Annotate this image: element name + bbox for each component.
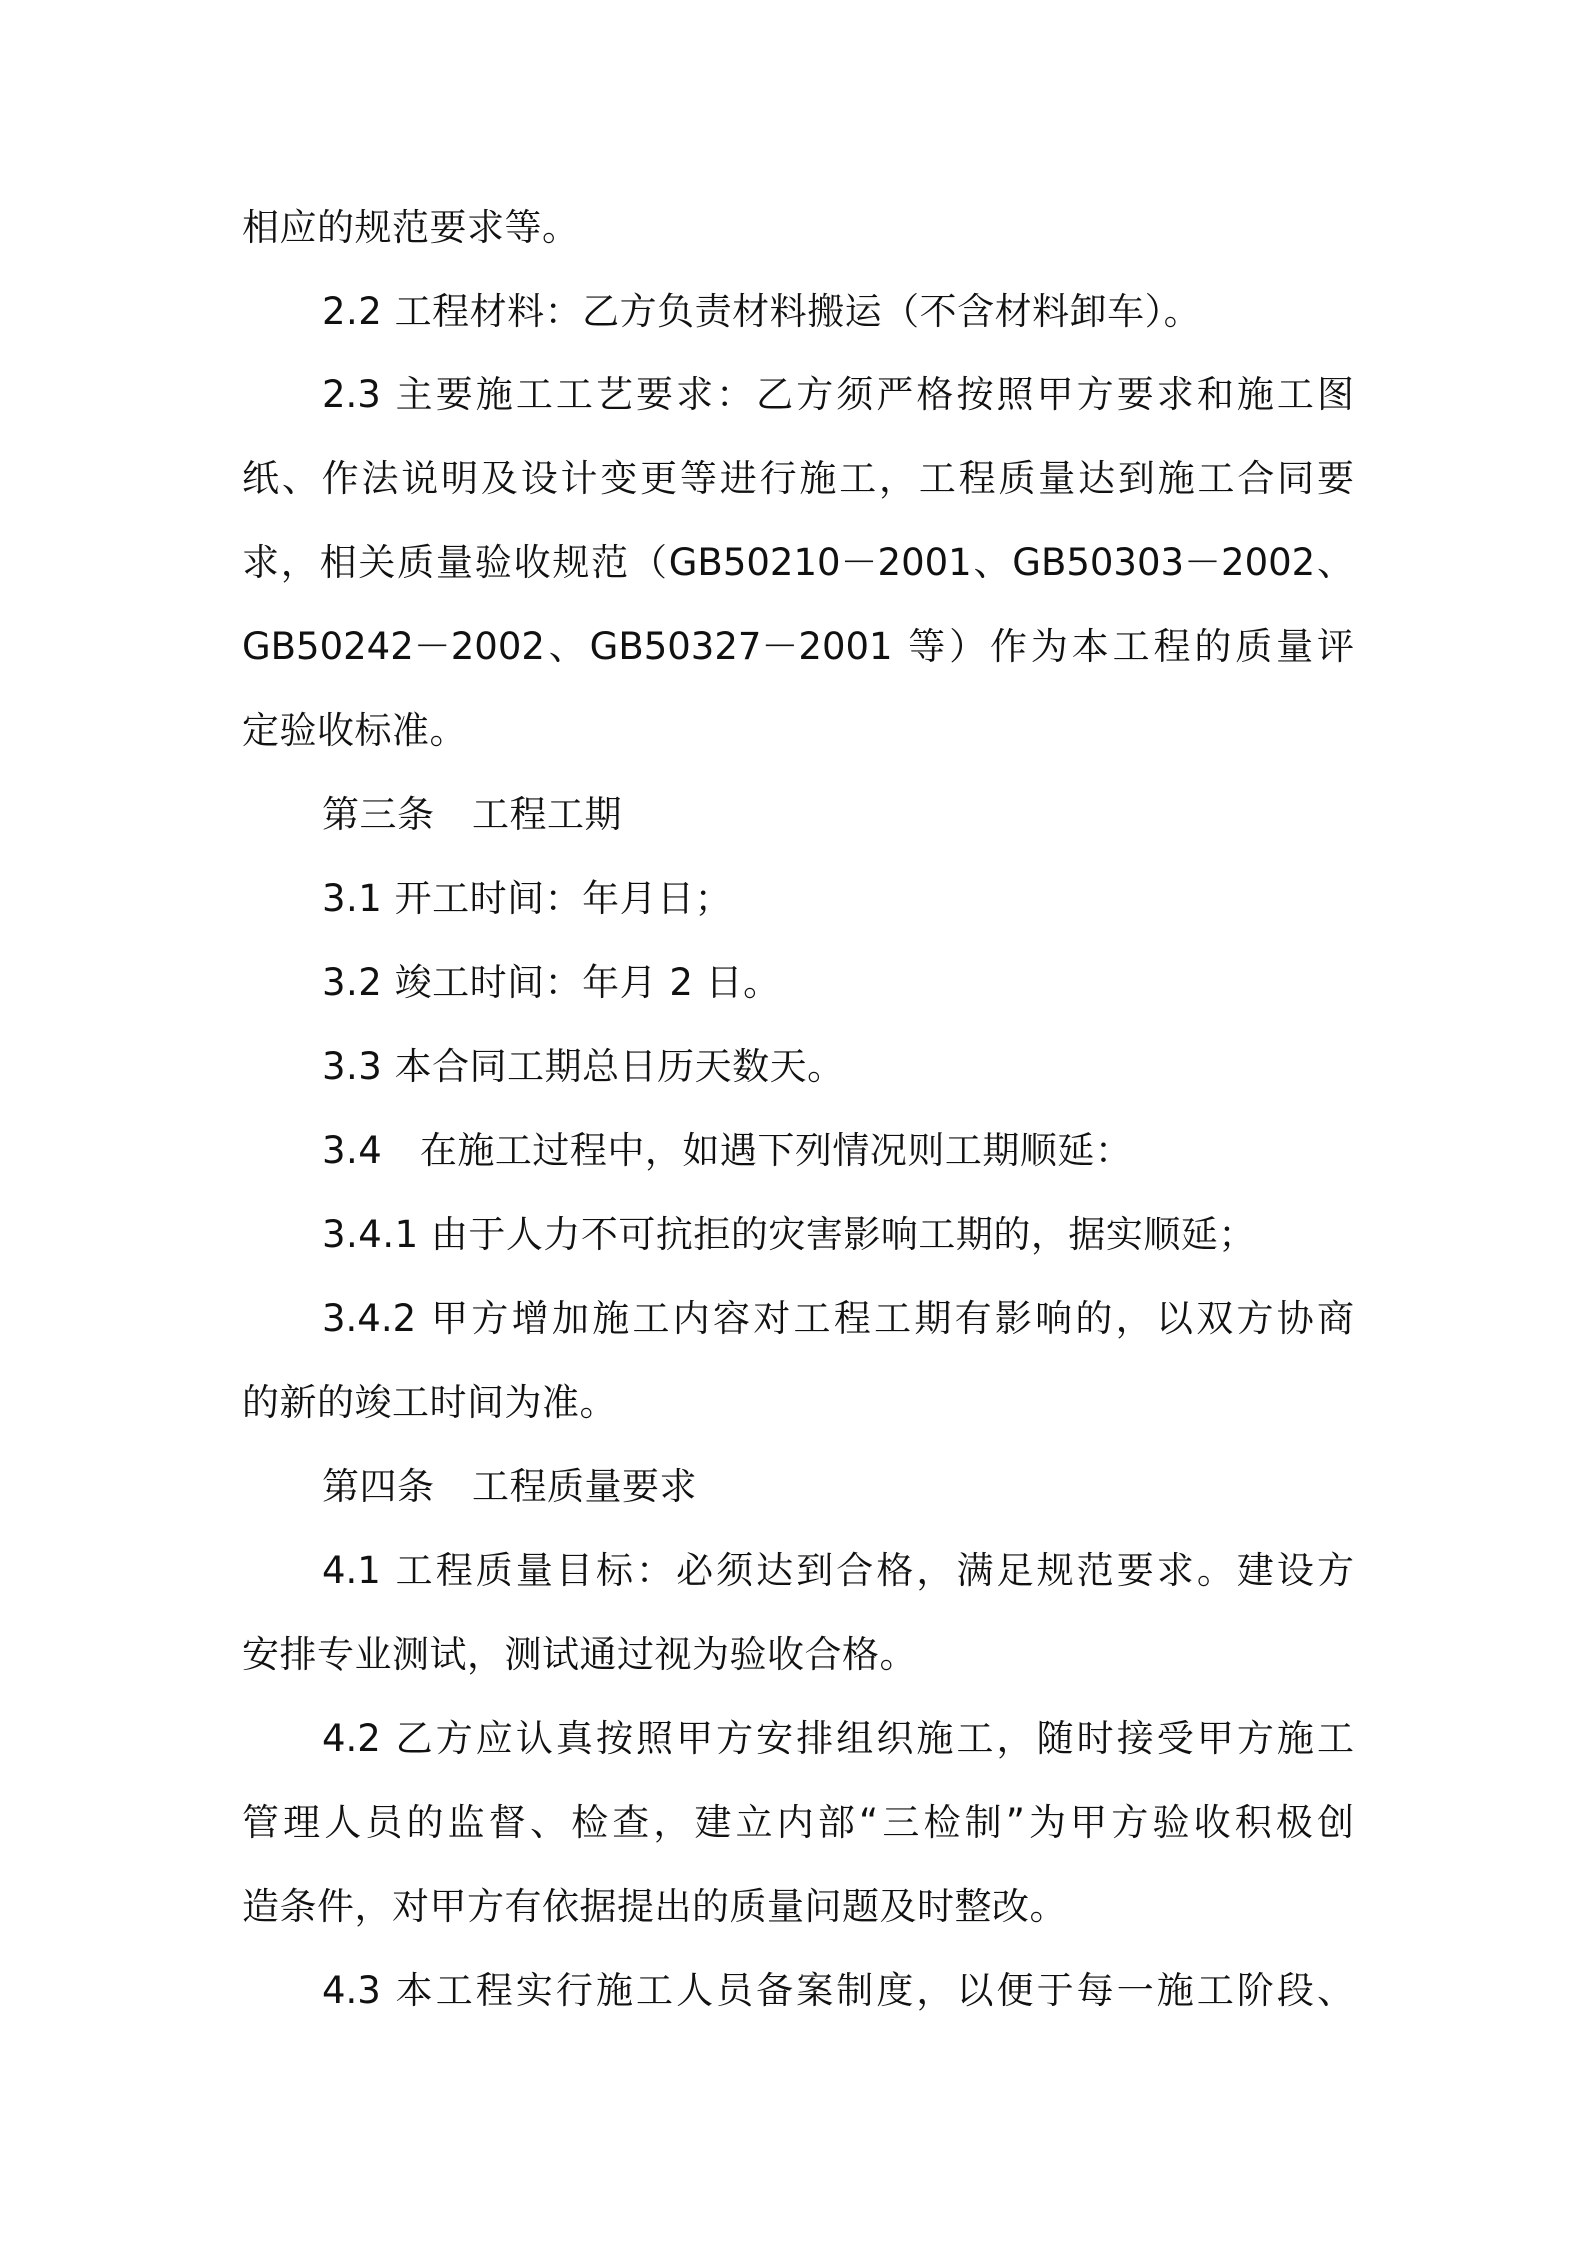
text-line: 安排专业测试，测试通过视为验收合格。 (242, 1633, 917, 1676)
text-line: 求，相关质量验收规范（GB50210－2001、GB50303－2002、 (242, 541, 1354, 584)
text-line: 管理人员的监督、检查，建立内部“三检制”为甲方验收积极创 (242, 1801, 1354, 1844)
text-line: 相应的规范要求等。 (242, 206, 580, 249)
section-heading: 第三条 工程工期 (322, 793, 622, 836)
text-line: 3.4.1 由于人力不可抗拒的灾害影响工期的，据实顺延； (322, 1213, 1256, 1256)
text-line: 3.4 在施工过程中，如遇下列情况则工期顺延： (322, 1129, 1133, 1172)
text-line: 造条件，对甲方有依据提出的质量问题及时整改。 (242, 1885, 1067, 1928)
text-line: GB50242－2002、GB50327－2001 等）作为本工程的质量评 (242, 625, 1354, 668)
text-line: 定验收标准。 (242, 709, 467, 752)
text-line: 4.1 工程质量目标：必须达到合格，满足规范要求。建设方 (322, 1549, 1354, 1592)
text-line: 的新的竣工时间为准。 (242, 1381, 617, 1424)
text-line: 2.3 主要施工工艺要求：乙方须严格按照甲方要求和施工图 (322, 373, 1354, 416)
text-line: 4.2 乙方应认真按照甲方安排组织施工，随时接受甲方施工 (322, 1717, 1354, 1760)
text-line: 纸、作法说明及设计变更等进行施工，工程质量达到施工合同要 (242, 457, 1354, 500)
text-line: 3.3 本合同工期总日历天数天。 (322, 1045, 845, 1088)
text-line: 3.4.2 甲方增加施工内容对工程工期有影响的，以双方协商 (322, 1297, 1354, 1340)
section-heading: 第四条 工程质量要求 (322, 1465, 697, 1508)
text-line: 4.3 本工程实行施工人员备案制度，以便于每一施工阶段、 (322, 1969, 1354, 2012)
text-line: 3.2 竣工时间：年月 2 日。 (322, 961, 781, 1004)
text-line: 3.1 开工时间：年月日； (322, 877, 733, 920)
text-line: 2.2 工程材料：乙方负责材料搬运（不含材料卸车）。 (322, 290, 1202, 333)
